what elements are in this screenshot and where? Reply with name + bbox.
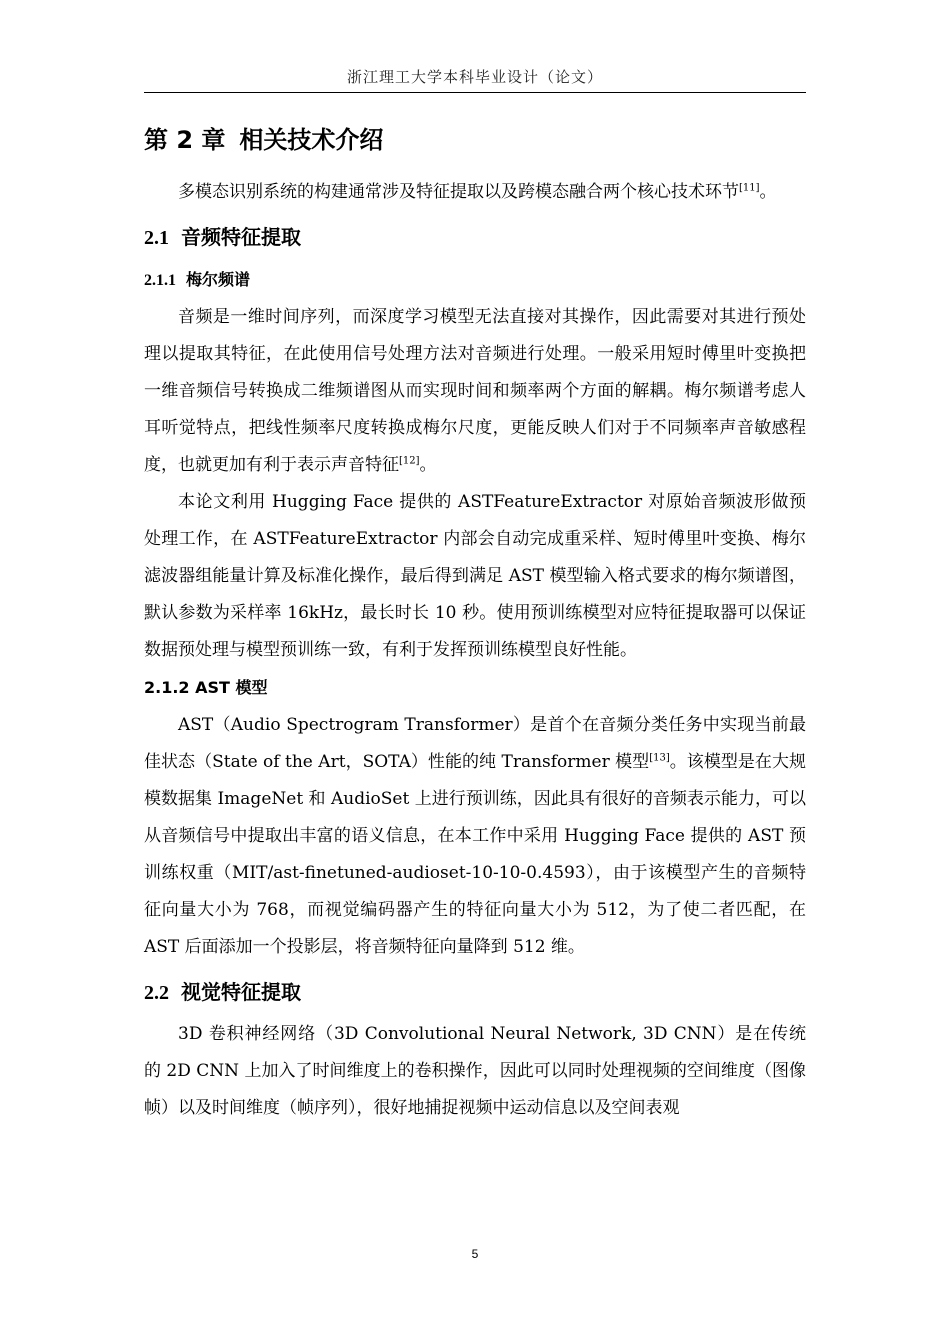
chapter-number: 第 2 章 bbox=[144, 126, 226, 154]
subsection-title: 梅尔频谱 bbox=[186, 270, 251, 289]
paragraph-text: AST（Audio Spectrogram Transformer）是首个在音频分类任务中实现当前最佳状态（State of the Art，SOTA）性能的纯 Transformer 模型 bbox=[144, 715, 806, 772]
paragraph-end: 。 bbox=[759, 182, 777, 202]
paragraph-ast-model bbox=[144, 707, 806, 966]
paragraph-mel-spectrogram bbox=[144, 299, 806, 484]
subsection-heading-2-1-2: 2.1.2 AST 模型 bbox=[144, 678, 268, 697]
paragraph-text: 多模态识别系统的构建通常涉及特征提取以及跨模态融合两个核心技术环节 bbox=[178, 182, 739, 202]
section-title: 视觉特征提取 bbox=[181, 980, 301, 1004]
section-heading-2-1 bbox=[144, 219, 806, 255]
paragraph-text-continued: 。该模型是在大规模数据集 ImageNet 和 AudioSet 上进行预训练，因此具有很好的音频表示能力，可以从音频信号中提取出丰富的语义信息，在本工作中采用 Hugging Face 提供的 AST 预训练权重（MIT/ast-finetuned-audioset-10-10-0.4593），由于该模型产生的音频特征向量大小为 768，而视觉编码器产生的特征向量大小为 512，为了使二者匹配，在 AST 后面添加一个投影层，将音频特征向量降到 512 维。 bbox=[144, 752, 806, 957]
citation: [13] bbox=[649, 752, 670, 764]
paragraph-text: 音频是一维时间序列，而深度学习模型无法直接对其操作，因此需要对其进行预处理以提取其特征，在此使用信号处理方法对音频进行处理。一般采用短时傅里叶变换把一维音频信号转换成二维频谱图从而实现时间和频率两个方面的解耦。梅尔频谱考虑人耳听觉特点，把线性频率尺度转换成梅尔尺度，更能反映人们对于不同频率声音敏感程度，也就更加有利于表示声音特征 bbox=[144, 307, 806, 475]
citation: [12] bbox=[399, 455, 420, 467]
citation: [11] bbox=[739, 182, 760, 194]
paragraph-feature-extractor: 本论文利用 Hugging Face 提供的 ASTFeatureExtractor 对原始音频波形做预处理工作，在 ASTFeatureExtractor 内部会自动完成重采样、短时傅里叶变换、梅尔滤波器组能量计算及标准化操作，最后得到满足 AST 模型输入格式要求的梅尔频谱图，默认参数为采样率 16kHz，最长时长 10 秒。使用预训练模型对应特征提取器可以保证数据预处理与模型预训练一致，有利于发挥预训练模型良好性能。 bbox=[144, 492, 806, 660]
chapter-heading bbox=[144, 120, 806, 160]
section-number: 2.2 bbox=[144, 982, 169, 1004]
header-rule bbox=[144, 92, 806, 93]
subsection-heading-2-1-1 bbox=[144, 261, 806, 299]
page-body bbox=[144, 120, 806, 1127]
section-number: 2.1 bbox=[144, 227, 169, 249]
paragraph-end: 。 bbox=[419, 455, 437, 475]
paragraph-3d-cnn: 3D 卷积神经网络（3D Convolutional Neural Network, 3D CNN）是在传统的 2D CNN 上加入了时间维度上的卷积操作，因此可以同时处理视频的空间维度（图像帧）以及时间维度（帧序列），很好地捕捉视频中运动信息以及空间表观 bbox=[144, 1024, 806, 1118]
section-heading-2-2 bbox=[144, 974, 806, 1010]
page-number: 5 bbox=[471, 1247, 479, 1261]
paragraph-intro bbox=[144, 174, 806, 211]
chapter-title: 相关技术介绍 bbox=[239, 126, 384, 154]
running-header: 浙江理工大学本科毕业设计（论文） bbox=[346, 68, 603, 86]
subsection-number: 2.1.1 bbox=[144, 272, 176, 289]
section-title: 音频特征提取 bbox=[181, 225, 301, 249]
